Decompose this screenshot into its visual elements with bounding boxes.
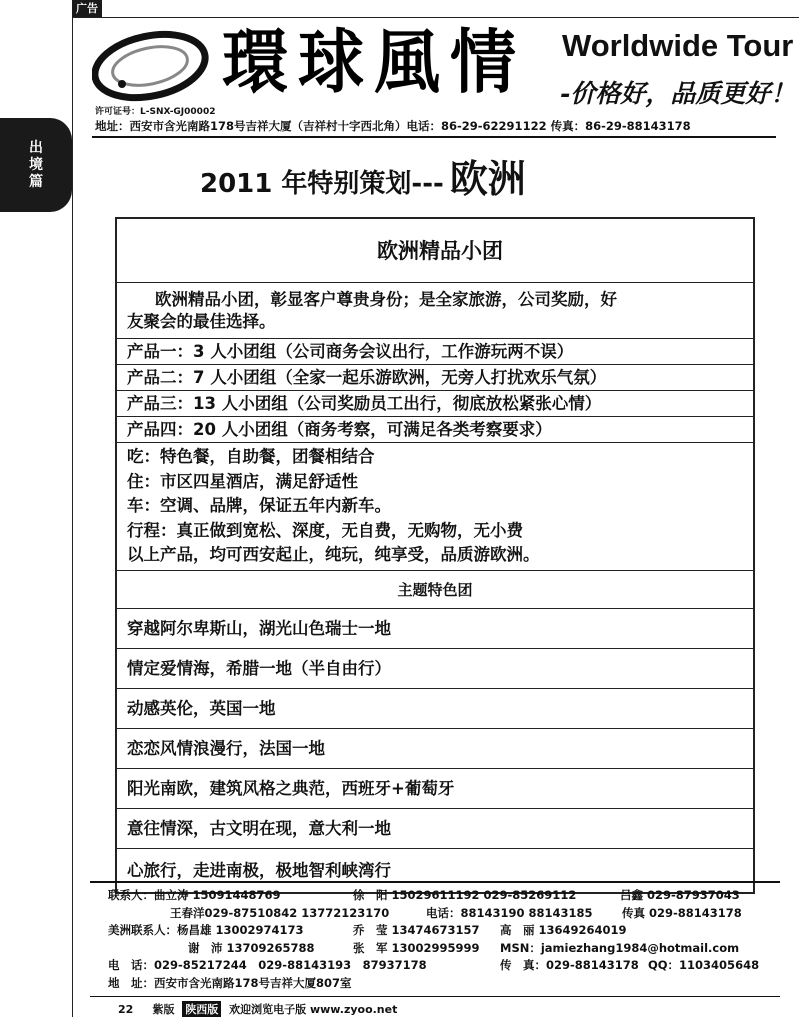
ad-tag: 广告 <box>72 0 102 17</box>
contact-item: 传真 029-88143178 <box>622 905 742 920</box>
contact-item: 张 军 13002995999 <box>353 940 480 955</box>
footer-rule <box>90 996 780 997</box>
theme-row: 意往情深，古文明在现，意大利一地 <box>117 809 753 849</box>
globe-logo <box>92 26 212 106</box>
brand-english: Worldwide Tour <box>562 28 794 63</box>
product-row: 产品一：3 人小团组（公司商务会议出行，工作游玩两不误） <box>117 339 753 365</box>
theme-row: 心旅行，走进南极，极地智利峡湾行 <box>127 860 391 880</box>
product-row: 产品三：13 人小团组（公司奖励员工出行，彻底放松紧张心情） <box>117 391 753 417</box>
brand-name: 環球風情 <box>222 21 526 103</box>
contact-line <box>108 887 788 905</box>
theme-row: 情定爱情海，希腊一地（半自由行） <box>117 649 753 689</box>
contact-line <box>108 922 788 940</box>
contact-item: 乔 莹 13474673157 <box>353 923 480 937</box>
side-tab-label: 出境篇 <box>29 139 43 190</box>
edition-label: 紫版 <box>152 1003 175 1016</box>
theme-row: 穿越阿尔卑斯山，湖光山色瑞士一地 <box>117 609 753 649</box>
contact-item: 电话：88143190 88143185 <box>426 905 593 920</box>
info-line: 以上产品，均可西安起止，纯玩，纯享受，品质游欧洲。 <box>127 545 540 564</box>
info-line: 吃：特色餐，自助餐，团餐相结合 <box>127 447 375 466</box>
info-line: 车：空调、品牌，保证五年内新车。 <box>127 496 391 515</box>
theme-row: 动感英伦，英国一地 <box>117 689 753 729</box>
intro-line: 友聚会的最佳选择。 <box>127 312 276 331</box>
contact-item: 徐 阳 15029611192 029-85269112 <box>353 888 577 902</box>
info-line: 行程：真正做到宽松、深度，无自费，无购物，无小费 <box>127 520 523 540</box>
contact-item: 地 址：西安市含光南路178号吉祥大厦807室 <box>108 975 352 990</box>
contact-item: 电 话：029-85217244 029-88143193 87937178 <box>108 958 427 972</box>
intro-line: 欧洲精品小团，彰显客户尊贵身份；是全家旅游，公司奖励，好 <box>155 290 617 309</box>
contact-line <box>108 975 788 993</box>
contact-item: 美洲联系人：杨昌雄 13002974173 <box>108 923 304 937</box>
contact-line <box>108 957 788 975</box>
tour-table <box>115 217 755 894</box>
theme-row: 阳光南欧，建筑风格之典范，西班牙+葡萄牙 <box>117 769 753 809</box>
headline-prefix: 2011 年特别策划--- <box>200 169 444 199</box>
contact-item: 吕鑫 029-87937043 <box>620 888 740 902</box>
contact-item: 谢 沛 13709265788 <box>188 940 315 955</box>
slogan: -价格好，品质更好！ <box>560 79 796 108</box>
edition-badge: 陕西版 <box>182 1001 221 1017</box>
frame-left-border <box>72 17 73 1017</box>
contact-line <box>108 905 788 923</box>
product-row: 产品四：20 人小团组（商务考察，可满足各类考察要求） <box>117 417 753 443</box>
contact-item: 传 真：029-88143178 <box>500 958 639 972</box>
header-rule <box>92 136 776 138</box>
theme-row: 恋恋风情浪漫行，法国一地 <box>117 729 753 769</box>
footer-text: 欢迎浏览电子版 www.zyoo.net <box>229 1003 398 1016</box>
header-address: 地址：西安市含光南路178号吉祥大厦（吉祥村十字西北角）电话：86-29-62291122 传真：86-29-88143178 <box>95 119 691 133</box>
contact-line <box>108 940 788 958</box>
product-row: 产品二：7 人小团组（全家一起乐游欧洲，无旁人打扰欢乐气氛） <box>117 365 753 391</box>
contact-item: 联系人：曲立涛 15091448769 <box>108 888 281 902</box>
section-side-tab <box>0 118 72 212</box>
theme-heading: 主题特色团 <box>117 571 753 609</box>
service-info <box>117 443 753 571</box>
contact-item: 高 丽 13649264019 <box>500 923 627 937</box>
table-intro <box>117 283 753 339</box>
table-title: 欧洲精品小团 <box>117 219 753 283</box>
info-line: 住：市区四星酒店，满足舒适性 <box>127 471 358 491</box>
page-headline <box>200 148 720 203</box>
contacts-rule <box>90 881 780 883</box>
contact-item: 王春洋029-87510842 13772123170 <box>170 905 390 920</box>
page-number: 22 <box>118 1003 134 1016</box>
contact-item: MSN：jamiezhang1984@hotmail.com <box>500 940 740 955</box>
page-footer <box>118 1001 397 1017</box>
contact-item: QQ：1103405648 <box>648 958 760 972</box>
contact-block <box>108 887 788 992</box>
headline-main: 欧洲 <box>449 157 526 201</box>
license-number: 许可证号：L-SNX-GJ00002 <box>95 107 216 117</box>
